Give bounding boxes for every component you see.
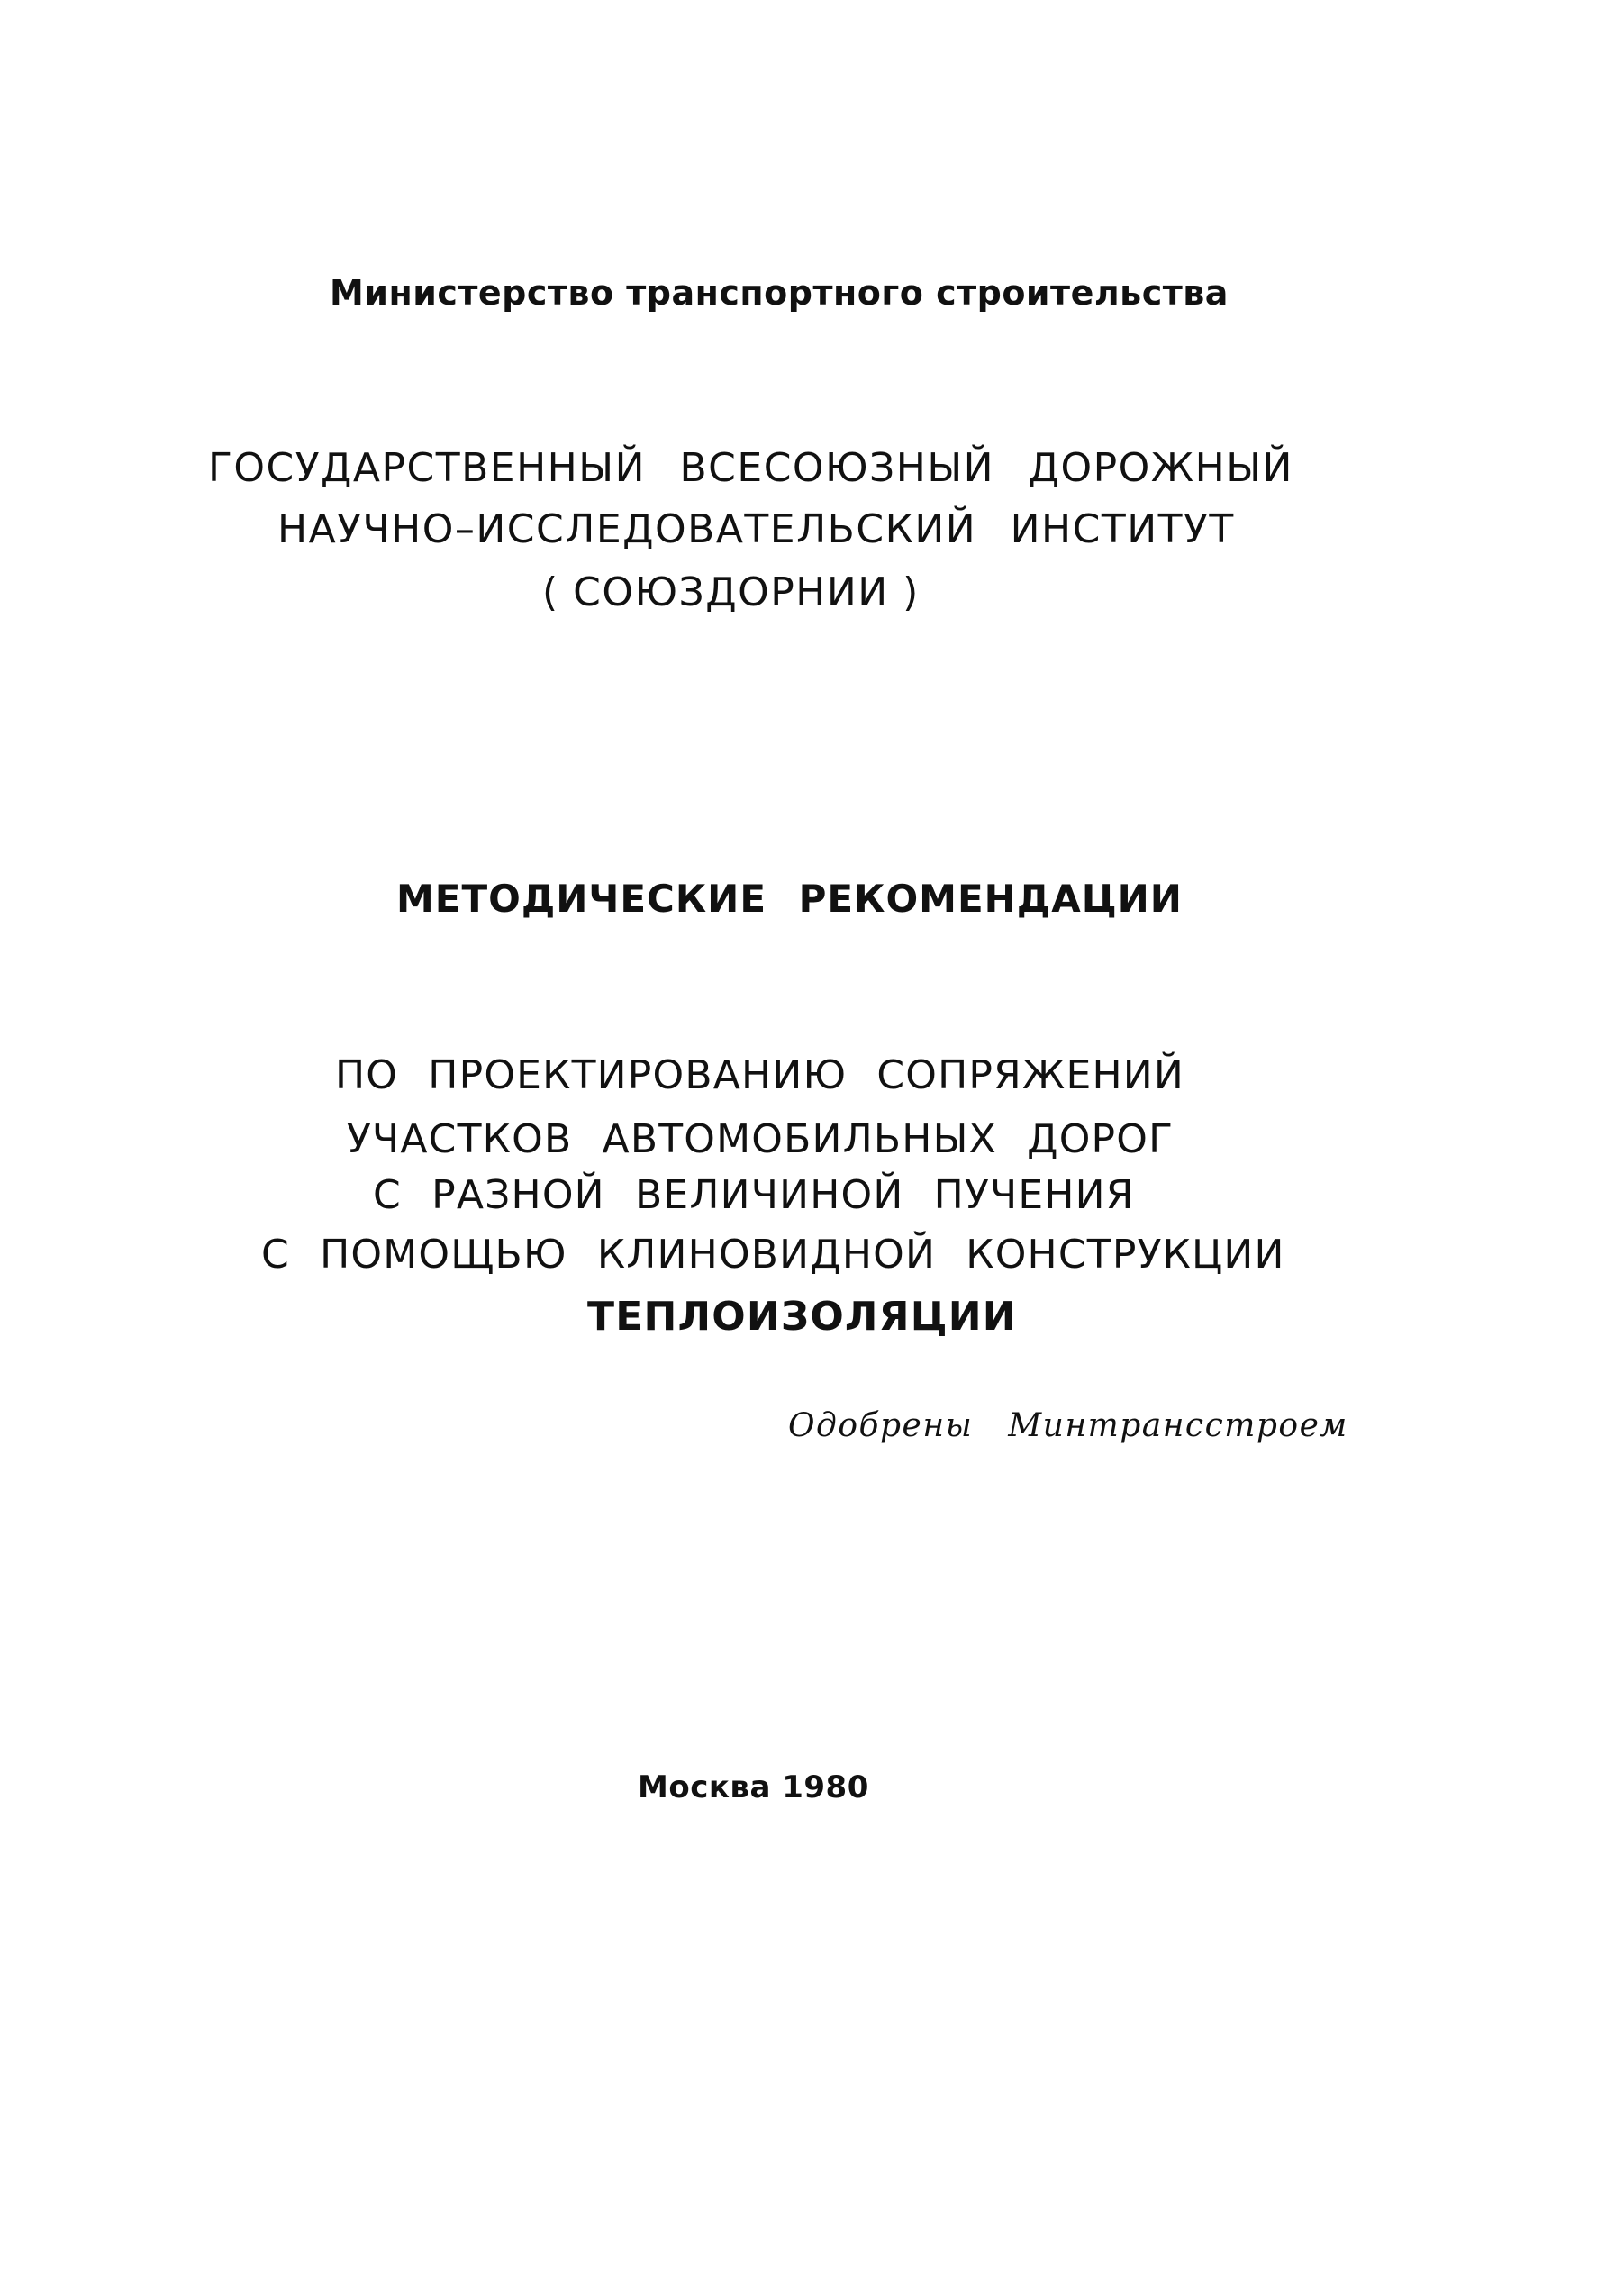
institute-line-2: НАУЧНО–ИССЛЕДОВАТЕЛЬСКИЙ ИНСТИТУТ (277, 506, 1235, 552)
subject-line-3: С РАЗНОЙ ВЕЛИЧИНОЙ ПУЧЕНИЯ (373, 1172, 1135, 1218)
subject-line-2: УЧАСТКОВ АВТОМОБИЛЬНЫХ ДОРОГ (347, 1116, 1175, 1162)
subject-line-5: ТЕПЛОИЗОЛЯЦИИ (587, 1294, 1017, 1340)
approval-note: Одобрены Минтрансстроем (788, 1407, 1348, 1444)
document-type: МЕТОДИЧЕСКИЕ РЕКОМЕНДАЦИИ (396, 877, 1183, 921)
institute-line-1: ГОСУДАРСТВЕННЫЙ ВСЕСОЮЗНЫЙ ДОРОЖНЫЙ (208, 445, 1293, 491)
place-and-year: Москва 1980 (638, 1769, 869, 1805)
institute-abbreviation: ( СОЮЗДОРНИИ ) (542, 569, 920, 615)
subject-line-4: С ПОМОЩЬЮ КЛИНОВИДНОЙ КОНСТРУКЦИИ (261, 1232, 1285, 1278)
subject-line-1: ПО ПРОЕКТИРОВАНИЮ СОПРЯЖЕНИЙ (335, 1052, 1184, 1098)
ministry-name: Министерство транспортного строительства (330, 273, 1229, 313)
